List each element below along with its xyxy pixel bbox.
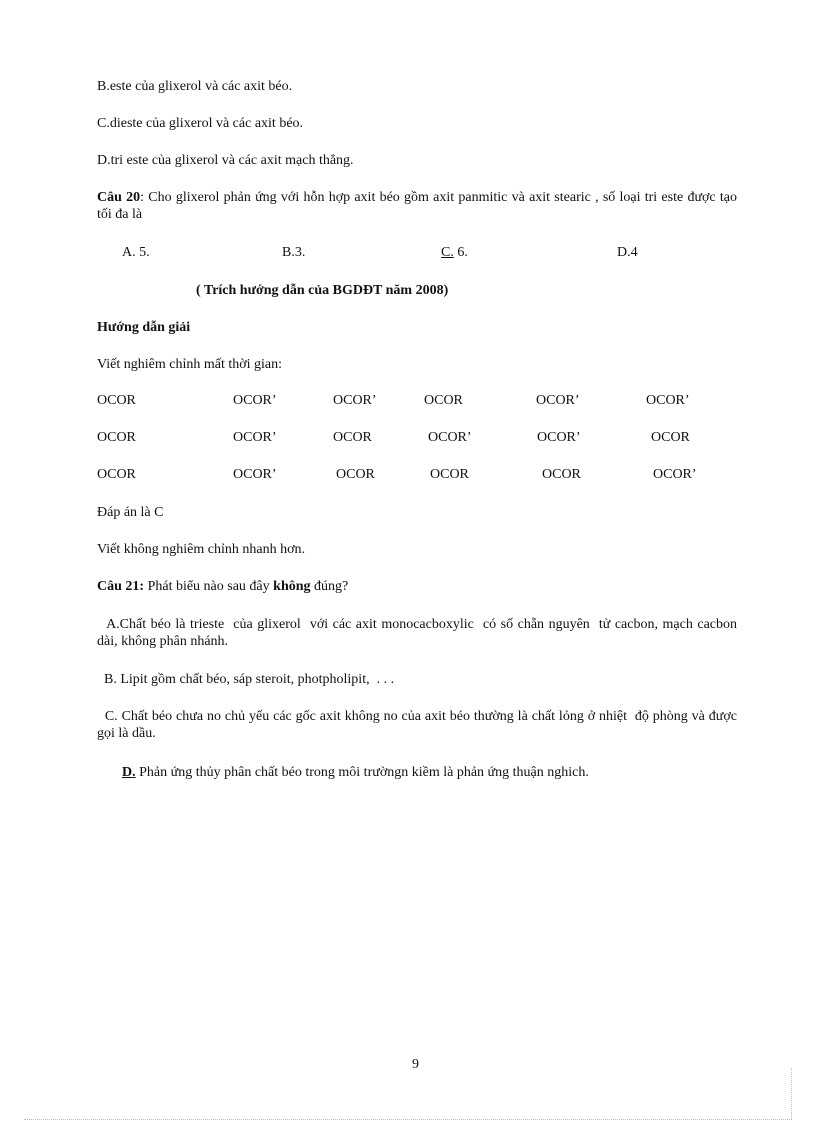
option-b: B.este của glixerol và các axit béo. xyxy=(97,79,293,94)
q21-option-d xyxy=(122,764,589,781)
ocor-cell: OCOR xyxy=(336,467,375,482)
question-20-text: : Cho glixerol phản ứng với hỗn hợp axit béo gồm axit panmitic và axit stearic , số loại tri este được tạo tối đa là xyxy=(97,190,737,222)
guide-intro: Viết nghiêm chỉnh mất thời gian: xyxy=(97,357,283,372)
q21-option-d-letter: D. xyxy=(122,765,136,780)
question-21-text-end: đúng? xyxy=(310,579,349,594)
source-citation: ( Trích hướng dẫn của BGDĐT năm 2008) xyxy=(196,283,449,298)
q20-answer-b: B.3. xyxy=(282,245,306,260)
q21-option-a: A.Chất béo là trieste của glixerol với các axit monocacboxylic có số chẵn nguyên tử cacbon, mạch cacbon dài, không phân nhánh. xyxy=(97,617,741,649)
page-corner-guide xyxy=(791,1068,792,1119)
question-21-text: Phát biểu nào sau đây xyxy=(144,579,274,594)
question-21 xyxy=(97,578,348,595)
q20-answer-c xyxy=(441,244,468,261)
ocor-cell: OCOR xyxy=(542,467,581,482)
ocor-cell: OCOR xyxy=(430,467,469,482)
q20-answer-c-letter: C. xyxy=(441,245,454,260)
ocor-cell: OCOR’ xyxy=(233,467,277,482)
question-21-label: Câu 21: xyxy=(97,579,145,594)
ocor-cell: OCOR’ xyxy=(428,430,472,445)
ocor-row xyxy=(0,467,816,484)
footer-divider xyxy=(24,1119,792,1120)
question-20 xyxy=(97,189,737,223)
ocor-row xyxy=(0,393,816,410)
ocor-cell: OCOR xyxy=(651,430,690,445)
ocor-cell: OCOR’ xyxy=(537,430,581,445)
faster-line: Viết không nghiêm chỉnh nhanh hơn. xyxy=(97,542,305,557)
option-d: D.tri este của glixerol và các axit mạch thẳng. xyxy=(97,153,354,168)
answer-line: Đáp án là C xyxy=(97,505,164,520)
ocor-cell: OCOR’ xyxy=(536,393,580,408)
option-c: C.dieste của glixerol và các axit béo. xyxy=(97,116,304,131)
q20-answer-a: A. 5. xyxy=(122,245,150,260)
guide-heading: Hướng dẫn giải xyxy=(97,320,191,335)
ocor-cell: OCOR’ xyxy=(333,393,377,408)
q21-option-d-text: Phản ứng thủy phân chất béo trong môi trườngn kiềm là phản ứng thuận nghich. xyxy=(135,765,589,780)
ocor-cell: OCOR’ xyxy=(646,393,690,408)
ocor-cell: OCOR xyxy=(97,393,136,408)
ocor-cell: OCOR’ xyxy=(233,430,277,445)
ocor-cell: OCOR’ xyxy=(233,393,277,408)
question-21-emphasis: không xyxy=(273,579,311,594)
ocor-cell: OCOR xyxy=(333,430,372,445)
q21-option-c: C. Chất béo chưa no chủ yếu các gốc axit không no của axit béo thường là chất lỏng ở nhiệt độ phòng và được gọi là dầu. xyxy=(97,709,741,741)
ocor-cell: OCOR xyxy=(97,467,136,482)
ocor-row xyxy=(0,430,816,447)
ocor-cell: OCOR xyxy=(97,430,136,445)
ocor-cell: OCOR’ xyxy=(653,467,697,482)
question-20-label: Câu 20 xyxy=(97,190,141,205)
page-number: 9 xyxy=(412,1057,419,1072)
ocor-cell: OCOR xyxy=(424,393,463,408)
q20-answer-c-value: 6. xyxy=(453,245,468,260)
q21-option-b: B. Lipit gồm chất béo, sáp steroit, photpholipit, . . . xyxy=(97,672,395,687)
q20-answer-d: D.4 xyxy=(617,245,638,260)
